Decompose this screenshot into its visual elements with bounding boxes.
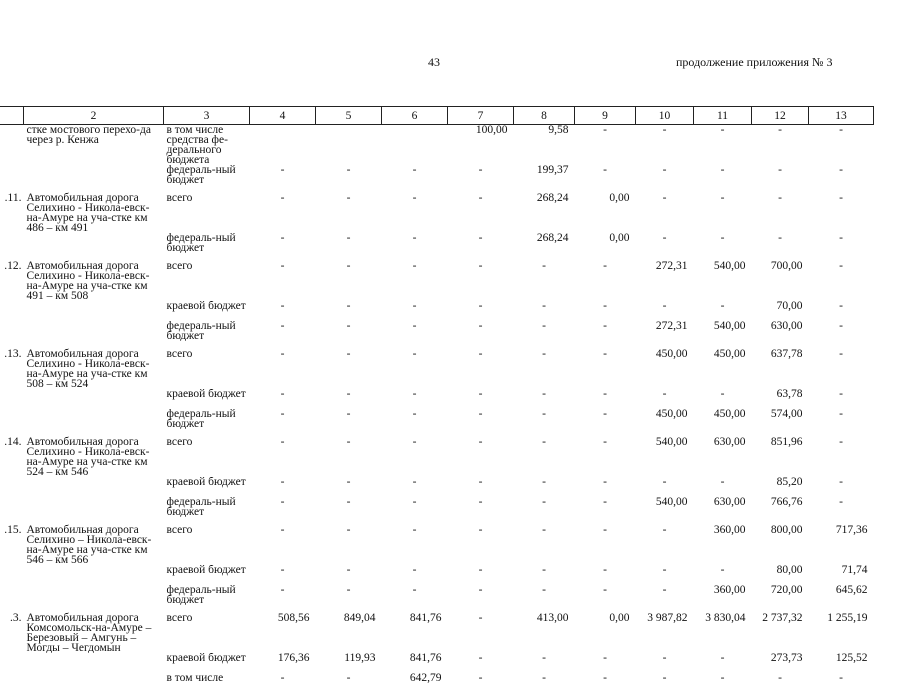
funding-source: краевой бюджет <box>164 477 250 497</box>
table-row <box>0 253 874 301</box>
amount-cell: - <box>514 301 575 321</box>
object-name <box>24 233 164 253</box>
amount-cell: - <box>809 253 874 301</box>
table-row <box>0 409 874 429</box>
amount-cell: - <box>809 341 874 389</box>
amount-cell: - <box>382 301 448 321</box>
amount-cell: - <box>514 253 575 301</box>
object-name: Автомобильная дорога Селихино - Никола-евск-на-Амуре на уча-стке км 486 – км 491 <box>24 185 164 233</box>
item-code: .3. <box>0 605 24 653</box>
object-name <box>24 585 164 605</box>
amount-cell: 630,00 <box>694 429 752 477</box>
funding-source: федераль-ный бюджет <box>164 585 250 605</box>
amount-cell: - <box>448 233 514 253</box>
table-row <box>0 497 874 517</box>
amount-cell: - <box>316 429 382 477</box>
amount-cell: 125,52 <box>809 653 874 673</box>
object-name: Автомобильная дорога Комсомольск-на-Амуре – Березовый – Амгунь – Могды – Чегдомын <box>24 605 164 653</box>
column-header: 5 <box>316 107 382 125</box>
table-row <box>0 517 874 565</box>
amount-cell: 637,78 <box>752 341 809 389</box>
column-header: 6 <box>382 107 448 125</box>
item-code: .15. <box>0 517 24 565</box>
amount-cell: - <box>250 389 316 409</box>
amount-cell: - <box>809 321 874 341</box>
amount-cell: - <box>250 341 316 389</box>
amount-cell: 71,74 <box>809 565 874 585</box>
table-row <box>0 165 874 185</box>
appendix-note: продолжение приложения № 3 <box>676 55 832 70</box>
amount-cell: - <box>694 477 752 497</box>
amount-cell: 766,76 <box>752 497 809 517</box>
amount-cell: - <box>694 673 752 693</box>
item-code: .12. <box>0 253 24 301</box>
funding-source: краевой бюджет <box>164 565 250 585</box>
amount-cell: - <box>448 565 514 585</box>
amount-cell: - <box>575 125 636 166</box>
amount-cell: 540,00 <box>694 321 752 341</box>
column-header <box>0 107 24 125</box>
amount-cell: - <box>448 605 514 653</box>
amount-cell: 273,73 <box>752 653 809 673</box>
item-code <box>0 477 24 497</box>
amount-cell: - <box>752 673 809 693</box>
amount-cell: - <box>250 185 316 233</box>
amount-cell: - <box>575 389 636 409</box>
amount-cell: - <box>809 165 874 185</box>
page-number: 43 <box>428 55 440 70</box>
amount-cell: - <box>448 185 514 233</box>
amount-cell: 0,00 <box>575 233 636 253</box>
amount-cell: - <box>316 497 382 517</box>
amount-cell: - <box>382 185 448 233</box>
amount-cell: - <box>694 565 752 585</box>
amount-cell: 70,00 <box>752 301 809 321</box>
table-header-row <box>0 107 874 125</box>
funding-source: в том числе средства фе-дерального бюджета <box>164 125 250 166</box>
column-header: 13 <box>809 107 874 125</box>
amount-cell: - <box>752 185 809 233</box>
amount-cell: - <box>575 517 636 565</box>
amount-cell: - <box>636 517 694 565</box>
amount-cell: 800,00 <box>752 517 809 565</box>
amount-cell: - <box>316 477 382 497</box>
amount-cell: - <box>448 517 514 565</box>
amount-cell: - <box>809 233 874 253</box>
amount-cell: 645,62 <box>809 585 874 605</box>
amount-cell: - <box>575 673 636 693</box>
table-row <box>0 477 874 497</box>
amount-cell: 540,00 <box>636 429 694 477</box>
item-code: .13. <box>0 341 24 389</box>
amount-cell: - <box>575 301 636 321</box>
amount-cell: 360,00 <box>694 585 752 605</box>
amount-cell: 540,00 <box>694 253 752 301</box>
amount-cell: - <box>575 165 636 185</box>
column-header: 3 <box>164 107 250 125</box>
amount-cell: - <box>636 653 694 673</box>
amount-cell: - <box>316 389 382 409</box>
amount-cell: - <box>514 477 575 497</box>
funding-source: всего <box>164 253 250 301</box>
amount-cell: - <box>250 497 316 517</box>
table-row <box>0 605 874 653</box>
amount-cell: - <box>382 517 448 565</box>
object-name: Автомобильная дорога Селихино - Никола-евск-на-Амуре на уча-стке км 508 – км 524 <box>24 341 164 389</box>
amount-cell: - <box>448 301 514 321</box>
amount-cell: - <box>316 321 382 341</box>
object-name <box>24 565 164 585</box>
amount-cell: - <box>382 477 448 497</box>
amount-cell: 450,00 <box>694 341 752 389</box>
amount-cell: 63,78 <box>752 389 809 409</box>
amount-cell: - <box>752 125 809 166</box>
amount-cell: 0,00 <box>575 185 636 233</box>
funding-source: федераль-ный бюджет <box>164 165 250 185</box>
table-row <box>0 233 874 253</box>
item-code <box>0 409 24 429</box>
amount-cell: - <box>575 253 636 301</box>
funding-source: всего <box>164 185 250 233</box>
amount-cell: - <box>809 477 874 497</box>
item-code <box>0 321 24 341</box>
object-name <box>24 673 164 693</box>
table-row <box>0 429 874 477</box>
amount-cell: - <box>694 389 752 409</box>
column-header: 10 <box>636 107 694 125</box>
funding-source: краевой бюджет <box>164 653 250 673</box>
amount-cell: - <box>514 673 575 693</box>
amount-cell: - <box>250 301 316 321</box>
object-name <box>24 389 164 409</box>
amount-cell: - <box>514 341 575 389</box>
amount-cell: - <box>316 673 382 693</box>
amount-cell: - <box>636 389 694 409</box>
amount-cell: 642,79 <box>382 673 448 693</box>
amount-cell: - <box>809 673 874 693</box>
amount-cell: 100,00 <box>448 125 514 166</box>
amount-cell: - <box>316 185 382 233</box>
item-code: .11. <box>0 185 24 233</box>
amount-cell: - <box>316 585 382 605</box>
column-header: 11 <box>694 107 752 125</box>
amount-cell: - <box>694 125 752 166</box>
amount-cell: - <box>809 409 874 429</box>
amount-cell: - <box>448 653 514 673</box>
amount-cell <box>382 125 448 166</box>
item-code: .14. <box>0 429 24 477</box>
amount-cell: - <box>382 341 448 389</box>
amount-cell: - <box>316 165 382 185</box>
amount-cell: - <box>636 477 694 497</box>
amount-cell: - <box>382 321 448 341</box>
amount-cell: - <box>636 565 694 585</box>
item-code <box>0 673 24 693</box>
funding-source: краевой бюджет <box>164 301 250 321</box>
amount-cell: - <box>382 585 448 605</box>
item-code <box>0 125 24 166</box>
funding-source: всего <box>164 429 250 477</box>
amount-cell: - <box>809 301 874 321</box>
amount-cell: - <box>636 125 694 166</box>
amount-cell: - <box>250 233 316 253</box>
amount-cell: - <box>382 233 448 253</box>
object-name <box>24 409 164 429</box>
funding-source: всего <box>164 517 250 565</box>
amount-cell: - <box>514 497 575 517</box>
amount-cell: - <box>250 321 316 341</box>
amount-cell: - <box>694 653 752 673</box>
amount-cell: - <box>250 565 316 585</box>
funding-source: краевой бюджет <box>164 389 250 409</box>
amount-cell: - <box>514 585 575 605</box>
amount-cell: - <box>575 653 636 673</box>
funding-source: всего <box>164 605 250 653</box>
table-row <box>0 389 874 409</box>
column-header: 7 <box>448 107 514 125</box>
item-code <box>0 497 24 517</box>
amount-cell: 360,00 <box>694 517 752 565</box>
item-code <box>0 565 24 585</box>
funding-source: всего <box>164 341 250 389</box>
column-header: 12 <box>752 107 809 125</box>
amount-cell: - <box>809 389 874 409</box>
budget-table <box>0 106 874 693</box>
item-code <box>0 233 24 253</box>
amount-cell: 1 255,19 <box>809 605 874 653</box>
amount-cell: 85,20 <box>752 477 809 497</box>
amount-cell: 9,58 <box>514 125 575 166</box>
amount-cell: - <box>250 517 316 565</box>
amount-cell: 80,00 <box>752 565 809 585</box>
amount-cell: - <box>514 409 575 429</box>
amount-cell: - <box>250 585 316 605</box>
amount-cell: 574,00 <box>752 409 809 429</box>
object-name <box>24 165 164 185</box>
amount-cell: - <box>809 125 874 166</box>
table-row <box>0 341 874 389</box>
amount-cell: 540,00 <box>636 497 694 517</box>
amount-cell: - <box>382 165 448 185</box>
amount-cell: 272,31 <box>636 253 694 301</box>
amount-cell <box>250 125 316 166</box>
table-row <box>0 585 874 605</box>
amount-cell: - <box>575 409 636 429</box>
amount-cell: - <box>636 673 694 693</box>
amount-cell: 272,31 <box>636 321 694 341</box>
amount-cell: - <box>250 165 316 185</box>
amount-cell: - <box>448 321 514 341</box>
amount-cell: 119,93 <box>316 653 382 673</box>
amount-cell: 176,36 <box>250 653 316 673</box>
amount-cell: - <box>250 253 316 301</box>
table-row <box>0 301 874 321</box>
table-row <box>0 125 874 166</box>
amount-cell: - <box>316 341 382 389</box>
table-row <box>0 653 874 673</box>
funding-source: в том числе <box>164 673 250 693</box>
amount-cell: - <box>809 497 874 517</box>
column-header: 8 <box>514 107 575 125</box>
amount-cell: 841,76 <box>382 653 448 673</box>
amount-cell: - <box>448 253 514 301</box>
object-name: Автомобильная дорога Селихино - Никола-евск-на-Амуре на уча-стке км 524 – км 546 <box>24 429 164 477</box>
amount-cell: - <box>636 233 694 253</box>
amount-cell: - <box>636 185 694 233</box>
amount-cell: - <box>316 409 382 429</box>
amount-cell: 849,04 <box>316 605 382 653</box>
amount-cell: 199,37 <box>514 165 575 185</box>
funding-source: федераль-ный бюджет <box>164 497 250 517</box>
amount-cell: - <box>448 497 514 517</box>
amount-cell: 630,00 <box>752 321 809 341</box>
amount-cell: - <box>382 429 448 477</box>
amount-cell: - <box>250 477 316 497</box>
amount-cell: 268,24 <box>514 233 575 253</box>
amount-cell: 450,00 <box>636 409 694 429</box>
amount-cell: - <box>636 165 694 185</box>
amount-cell: - <box>694 233 752 253</box>
amount-cell: - <box>514 653 575 673</box>
object-name <box>24 477 164 497</box>
amount-cell: - <box>250 673 316 693</box>
amount-cell: 508,56 <box>250 605 316 653</box>
amount-cell: 717,36 <box>809 517 874 565</box>
funding-source: федераль-ный бюджет <box>164 409 250 429</box>
amount-cell: - <box>316 253 382 301</box>
amount-cell: - <box>250 409 316 429</box>
object-name: Автомобильная дорога Селихино - Никола-евск-на-Амуре на уча-стке км 491 – км 508 <box>24 253 164 301</box>
amount-cell: 851,96 <box>752 429 809 477</box>
amount-cell: 841,76 <box>382 605 448 653</box>
amount-cell: - <box>575 565 636 585</box>
amount-cell: 450,00 <box>694 409 752 429</box>
item-code <box>0 585 24 605</box>
amount-cell: - <box>316 301 382 321</box>
amount-cell: 720,00 <box>752 585 809 605</box>
amount-cell: - <box>809 429 874 477</box>
amount-cell: - <box>316 233 382 253</box>
amount-cell: - <box>250 429 316 477</box>
object-name <box>24 653 164 673</box>
amount-cell: - <box>694 185 752 233</box>
amount-cell: 3 830,04 <box>694 605 752 653</box>
amount-cell: - <box>448 341 514 389</box>
amount-cell: 268,24 <box>514 185 575 233</box>
amount-cell: - <box>809 185 874 233</box>
item-code <box>0 301 24 321</box>
table-row <box>0 321 874 341</box>
amount-cell: - <box>514 565 575 585</box>
amount-cell: - <box>575 497 636 517</box>
amount-cell: - <box>382 409 448 429</box>
amount-cell: - <box>448 429 514 477</box>
table-row <box>0 185 874 233</box>
amount-cell: - <box>448 409 514 429</box>
column-header: 9 <box>575 107 636 125</box>
amount-cell: - <box>575 477 636 497</box>
amount-cell: - <box>575 321 636 341</box>
amount-cell: - <box>514 321 575 341</box>
funding-source: федераль-ный бюджет <box>164 321 250 341</box>
amount-cell: - <box>636 301 694 321</box>
amount-cell: 450,00 <box>636 341 694 389</box>
amount-cell: - <box>694 301 752 321</box>
funding-source: федераль-ный бюджет <box>164 233 250 253</box>
item-code <box>0 389 24 409</box>
amount-cell: 0,00 <box>575 605 636 653</box>
amount-cell: - <box>514 429 575 477</box>
amount-cell: - <box>694 165 752 185</box>
amount-cell: - <box>382 253 448 301</box>
amount-cell: - <box>382 497 448 517</box>
amount-cell: 700,00 <box>752 253 809 301</box>
amount-cell: 3 987,82 <box>636 605 694 653</box>
amount-cell: - <box>752 233 809 253</box>
amount-cell: - <box>514 389 575 409</box>
amount-cell: - <box>752 165 809 185</box>
object-name <box>24 301 164 321</box>
amount-cell: 413,00 <box>514 605 575 653</box>
amount-cell: - <box>636 585 694 605</box>
object-name <box>24 321 164 341</box>
table-row <box>0 565 874 585</box>
amount-cell <box>316 125 382 166</box>
amount-cell: - <box>575 429 636 477</box>
object-name <box>24 497 164 517</box>
amount-cell: - <box>575 341 636 389</box>
table-body <box>0 125 874 693</box>
amount-cell: - <box>448 477 514 497</box>
column-header: 4 <box>250 107 316 125</box>
amount-cell: 630,00 <box>694 497 752 517</box>
item-code <box>0 165 24 185</box>
amount-cell: - <box>575 585 636 605</box>
amount-cell: - <box>382 565 448 585</box>
amount-cell: - <box>316 565 382 585</box>
object-name: стке мостового перехо-да через р. Кенжа <box>24 125 164 166</box>
amount-cell: - <box>448 585 514 605</box>
amount-cell: - <box>448 673 514 693</box>
column-header: 2 <box>24 107 164 125</box>
amount-cell: - <box>448 165 514 185</box>
amount-cell: 2 737,32 <box>752 605 809 653</box>
table-row <box>0 673 874 693</box>
object-name: Автомобильная дорога Селихино – Никола-евск-на-Амуре на уча-стке км 546 – км 566 <box>24 517 164 565</box>
amount-cell: - <box>382 389 448 409</box>
amount-cell: - <box>316 517 382 565</box>
amount-cell: - <box>514 517 575 565</box>
amount-cell: - <box>448 389 514 409</box>
item-code <box>0 653 24 673</box>
